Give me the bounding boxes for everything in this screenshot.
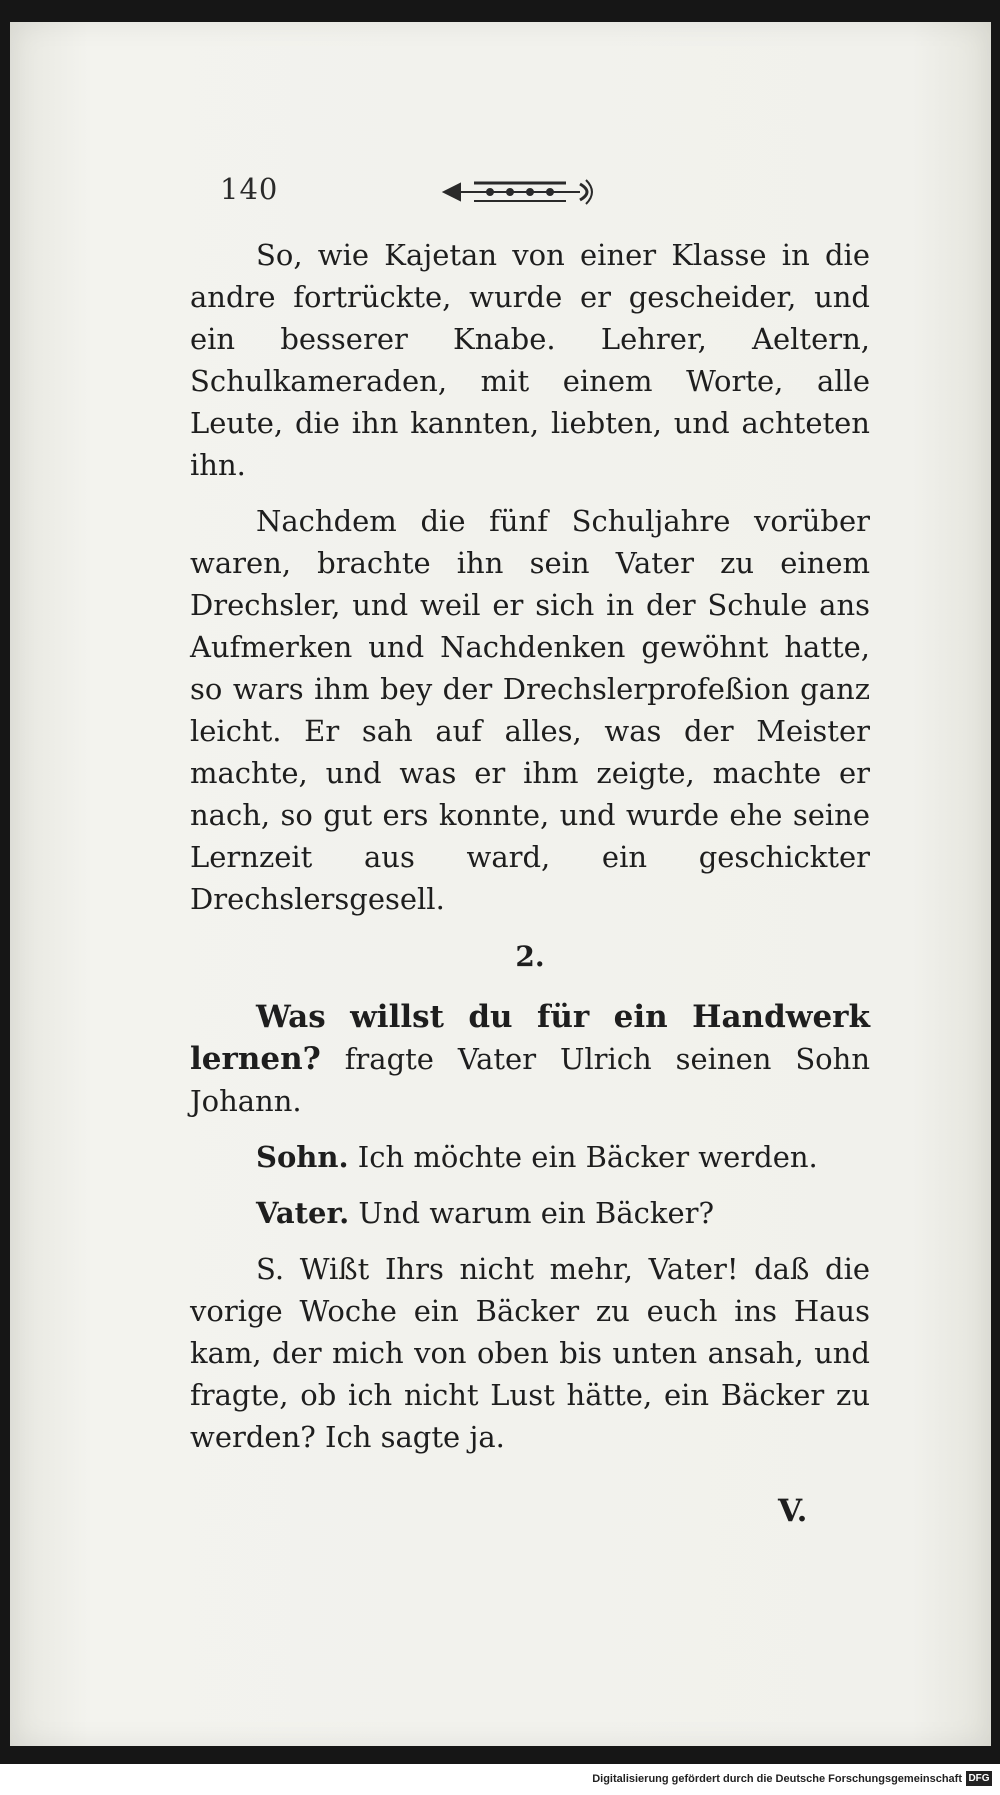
paragraph: So, wie Kajetan von einer Klasse in die andre fortrückte, wurde er gescheider, und ein besserer Knabe. Lehrer, Aeltern, Schulkameraden, mit einem Worte, alle Leute, die ihn kannten, liebten, und achteten ihn. bbox=[190, 238, 870, 482]
dialogue-line bbox=[190, 1248, 870, 1458]
question-lead: Was willst du für ein Handwerk lernen? bbox=[190, 999, 870, 1077]
dialogue-text: Ich möchte ein Bäcker werden. bbox=[357, 1140, 818, 1174]
page-number: 140 bbox=[220, 172, 279, 206]
footer-strip bbox=[0, 1764, 1000, 1795]
catchword: V. bbox=[778, 1493, 808, 1529]
page-header bbox=[220, 170, 640, 220]
dfg-logo: DFG bbox=[966, 1771, 992, 1786]
book-page bbox=[10, 22, 991, 1746]
paragraph: Nachdem die fünf Schuljahre vorüber waren, brachte ihn sein Vater zu einem Drechsler, und weil er sich in der Schule ans Aufmerken und Nachdenken gewöhnt hatte, so wars ihm bey der Drechslerprofeßion ganz leicht. Er sah auf alles, was der Meister machte, und was er ihm zeigte, machte er nach, so gut ers konnte, und wurde ehe seine Lernzeit aus ward, ein geschickter Drechslersgesell. bbox=[190, 504, 870, 916]
dialogue-line bbox=[190, 1136, 870, 1178]
dialogue-line bbox=[190, 1192, 870, 1234]
dialogue-speaker: Sohn. bbox=[256, 1140, 349, 1174]
section-number: 2. bbox=[515, 940, 545, 973]
dialogue-text: Wißt Ihrs nicht mehr, Vater! daß die vorige Woche ein Bäcker zu euch ins Haus kam, der mich von oben bis unten ansah, und fragte, ob ich nicht Lust hätte, ein Bäcker zu werden? Ich sagte ja. bbox=[190, 1252, 871, 1454]
dialogue-speaker: S. bbox=[256, 1252, 285, 1286]
header-ornament-icon bbox=[440, 174, 600, 210]
question-rest: fragte Vater Ulrich seinen Sohn Johann. bbox=[190, 1042, 871, 1118]
paragraph bbox=[190, 996, 870, 1122]
dialogue-speaker: Vater. bbox=[256, 1196, 350, 1230]
footer-credit: Digitalisierung gefördert durch die Deutsche Forschungsgemeinschaft bbox=[592, 1773, 962, 1785]
page-text bbox=[190, 234, 870, 1472]
dialogue-text: Und warum ein Bäcker? bbox=[358, 1196, 715, 1230]
